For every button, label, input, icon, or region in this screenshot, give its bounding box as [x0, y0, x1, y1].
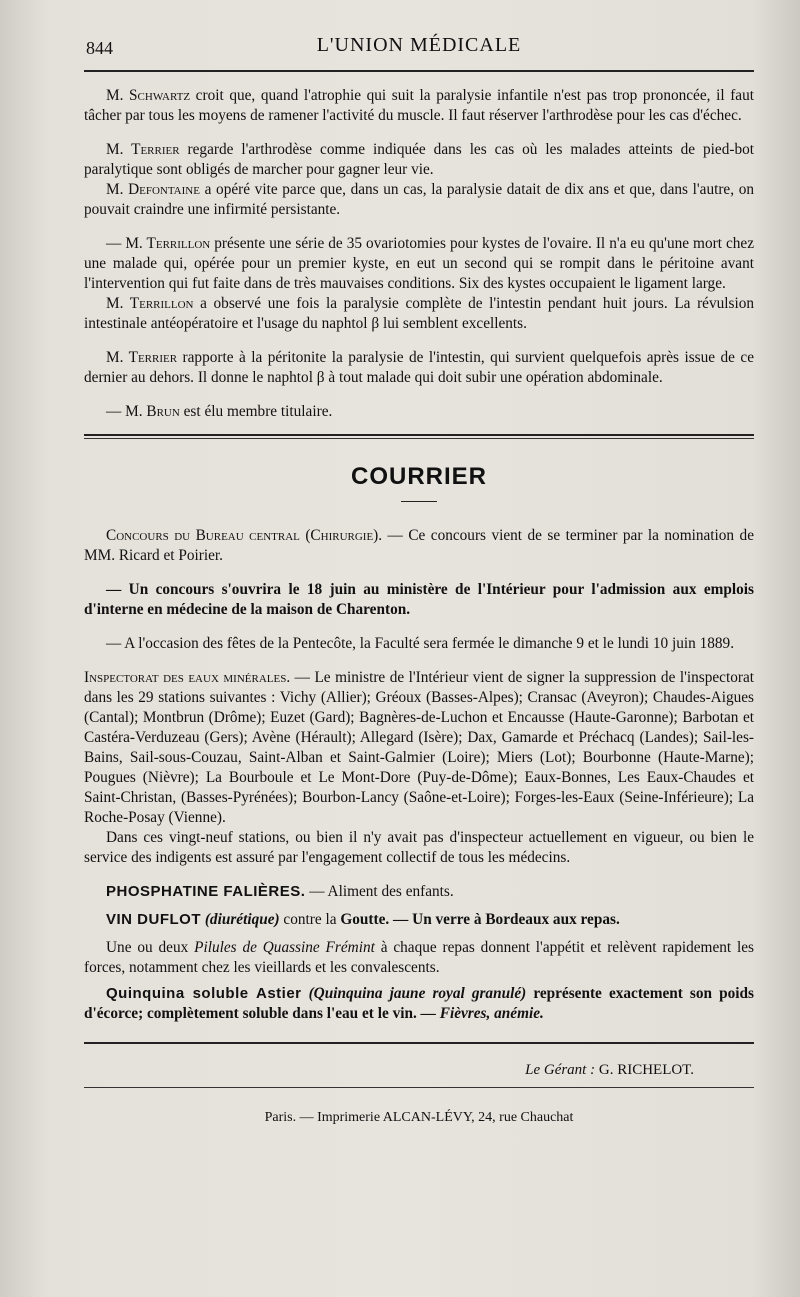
paragraph: Concours du Bureau central (Chirurgie). — Ce concours vient de se terminer par la nomination de MM. Ricard et Poirier.	[84, 527, 754, 564]
discussion-section	[84, 86, 754, 422]
ad-phosphatine: PHOSPHATINE FALIÈRES. — Aliment des enfants.	[106, 883, 454, 900]
paragraph: M. Terrillon a observé une fois la paralysie complète de l'intestin pendant huit jours. La révulsion intestinale antéopératoire et l'usage du naphtol β lui semblent excellents.	[84, 295, 754, 332]
running-title: L'UNION MÉDICALE	[316, 34, 522, 56]
paragraph: Inspectorat des eaux minérales. — Le ministre de l'Intérieur vient de signer la suppression de l'inspectorat dans les 29 stations suivantes : Vichy (Allier); Gréoux (Basses-Alpes); Cransac (Aveyron); Chaudes-Aigues (Cantal); Montbrun (Drôme); Euzet (Gard); Bagnères-de-Luchon et Encausse (Haute-Garonne); Barbotan et Castéra-Verduzeau (Gers); Avène (Hérault); Allegard (Isère); Dax, Gamarde et Préchacq (Landes); Sail-les-Bains, Sail-sous-Couzau, Saint-Alban et Saint-Galmier (Loire); Miers (Lot); Bourbonne (Haute-Marne); Pougues (Nièvre); La Bourboule et Le Mont-Dore (Puy-de-Dôme); Eaux-Bonnes, Les Eaux-Chaudes et Saint-Christan, (Basses-Pyrénées); Bourbon-Lancy (Saône-et-Loire); Forges-les-Eaux (Seine-Inférieure); La Roche-Posay (Vienne).	[84, 669, 754, 826]
paragraph: M. Defontaine a opéré vite parce que, dans un cas, la paralysie datait de dix ans et que, dans l'autre, on pouvait craindre une infirmité persistante.	[84, 181, 754, 218]
footer-rule	[84, 1042, 754, 1044]
section-rule	[84, 434, 754, 436]
imprint: Paris. — Imprimerie ALCAN-LÉVY, 24, rue Chauchat	[264, 1110, 574, 1125]
paragraph: Dans ces vingt-neuf stations, ou bien il n'y avait pas d'inspecteur actuellement en vigueur, ou bien le service des indigents est assuré par l'engagement collectif de tous les médecins.	[84, 829, 754, 866]
page-header	[84, 0, 754, 70]
paragraph: M. Terrier rapporte à la péritonite la paralysie de l'intestin, qui survient quelquefois après issue de ce dernier au dehors. Il donne le naphtol β à tout malade qui doit subir une opération abdominale.	[84, 349, 754, 386]
ad-vin-duflot: VIN DUFLOT (diurétique) contre la Goutte. — Un verre à Bordeaux aux repas.	[106, 911, 620, 928]
paragraph: — Un concours s'ouvrira le 18 juin au ministère de l'Intérieur pour l'admission aux emplois d'interne en médecine de la maison de Charenton.	[84, 581, 754, 618]
ad-quinquina: Quinquina soluble Astier (Quinquina jaune royal granulé) représente exactement son poids d'écorce; complètement soluble dans l'eau et le vin. — Fièvres, anémie.	[84, 985, 754, 1022]
signature: Le Gérant : G. RICHELOT.	[525, 1062, 694, 1078]
paragraph: — M. Terrillon présente une série de 35 ovariotomies pour kystes de l'ovaire. Il n'a eu qu'une mort chez une malade qui, opérée pour un premier kyste, en eut un second qui se rompit dans le péritoine avant l'intervention qui fut faite dans de très mauvaises conditions. Six des kystes occupaient le ligament large.	[84, 235, 754, 292]
page-number: 844	[86, 38, 113, 58]
paragraph: — A l'occasion des fêtes de la Pentecôte, la Faculté sera fermée le dimanche 9 et le lundi 10 juin 1889.	[106, 635, 735, 652]
courrier-section	[84, 526, 754, 1024]
section-title: COURRIER	[350, 463, 487, 490]
ad-quassine: Une ou deux Pilules de Quassine Frémint à chaque repas donnent l'appétit et relèvent rapidement les forces, notamment chez les vieillards et les convalescents.	[84, 939, 754, 976]
title-dash	[401, 501, 437, 502]
paragraph: M. Schwartz croit que, quand l'atrophie qui suit la paralysie infantile n'est pas trop prononcée, il faut tâcher par tous les moyens de ramener l'activité du muscle. Il faut réserver l'arthrodèse pour les cas d'échec.	[84, 87, 754, 124]
header-rule	[84, 70, 754, 72]
paragraph: — M. Brun est élu membre titulaire.	[106, 403, 333, 420]
paragraph: M. Terrier regarde l'arthrodèse comme indiquée dans les cas où les malades atteints de pied-bot paralytique sont obligés de marcher pour gagner leur vie.	[84, 141, 754, 178]
